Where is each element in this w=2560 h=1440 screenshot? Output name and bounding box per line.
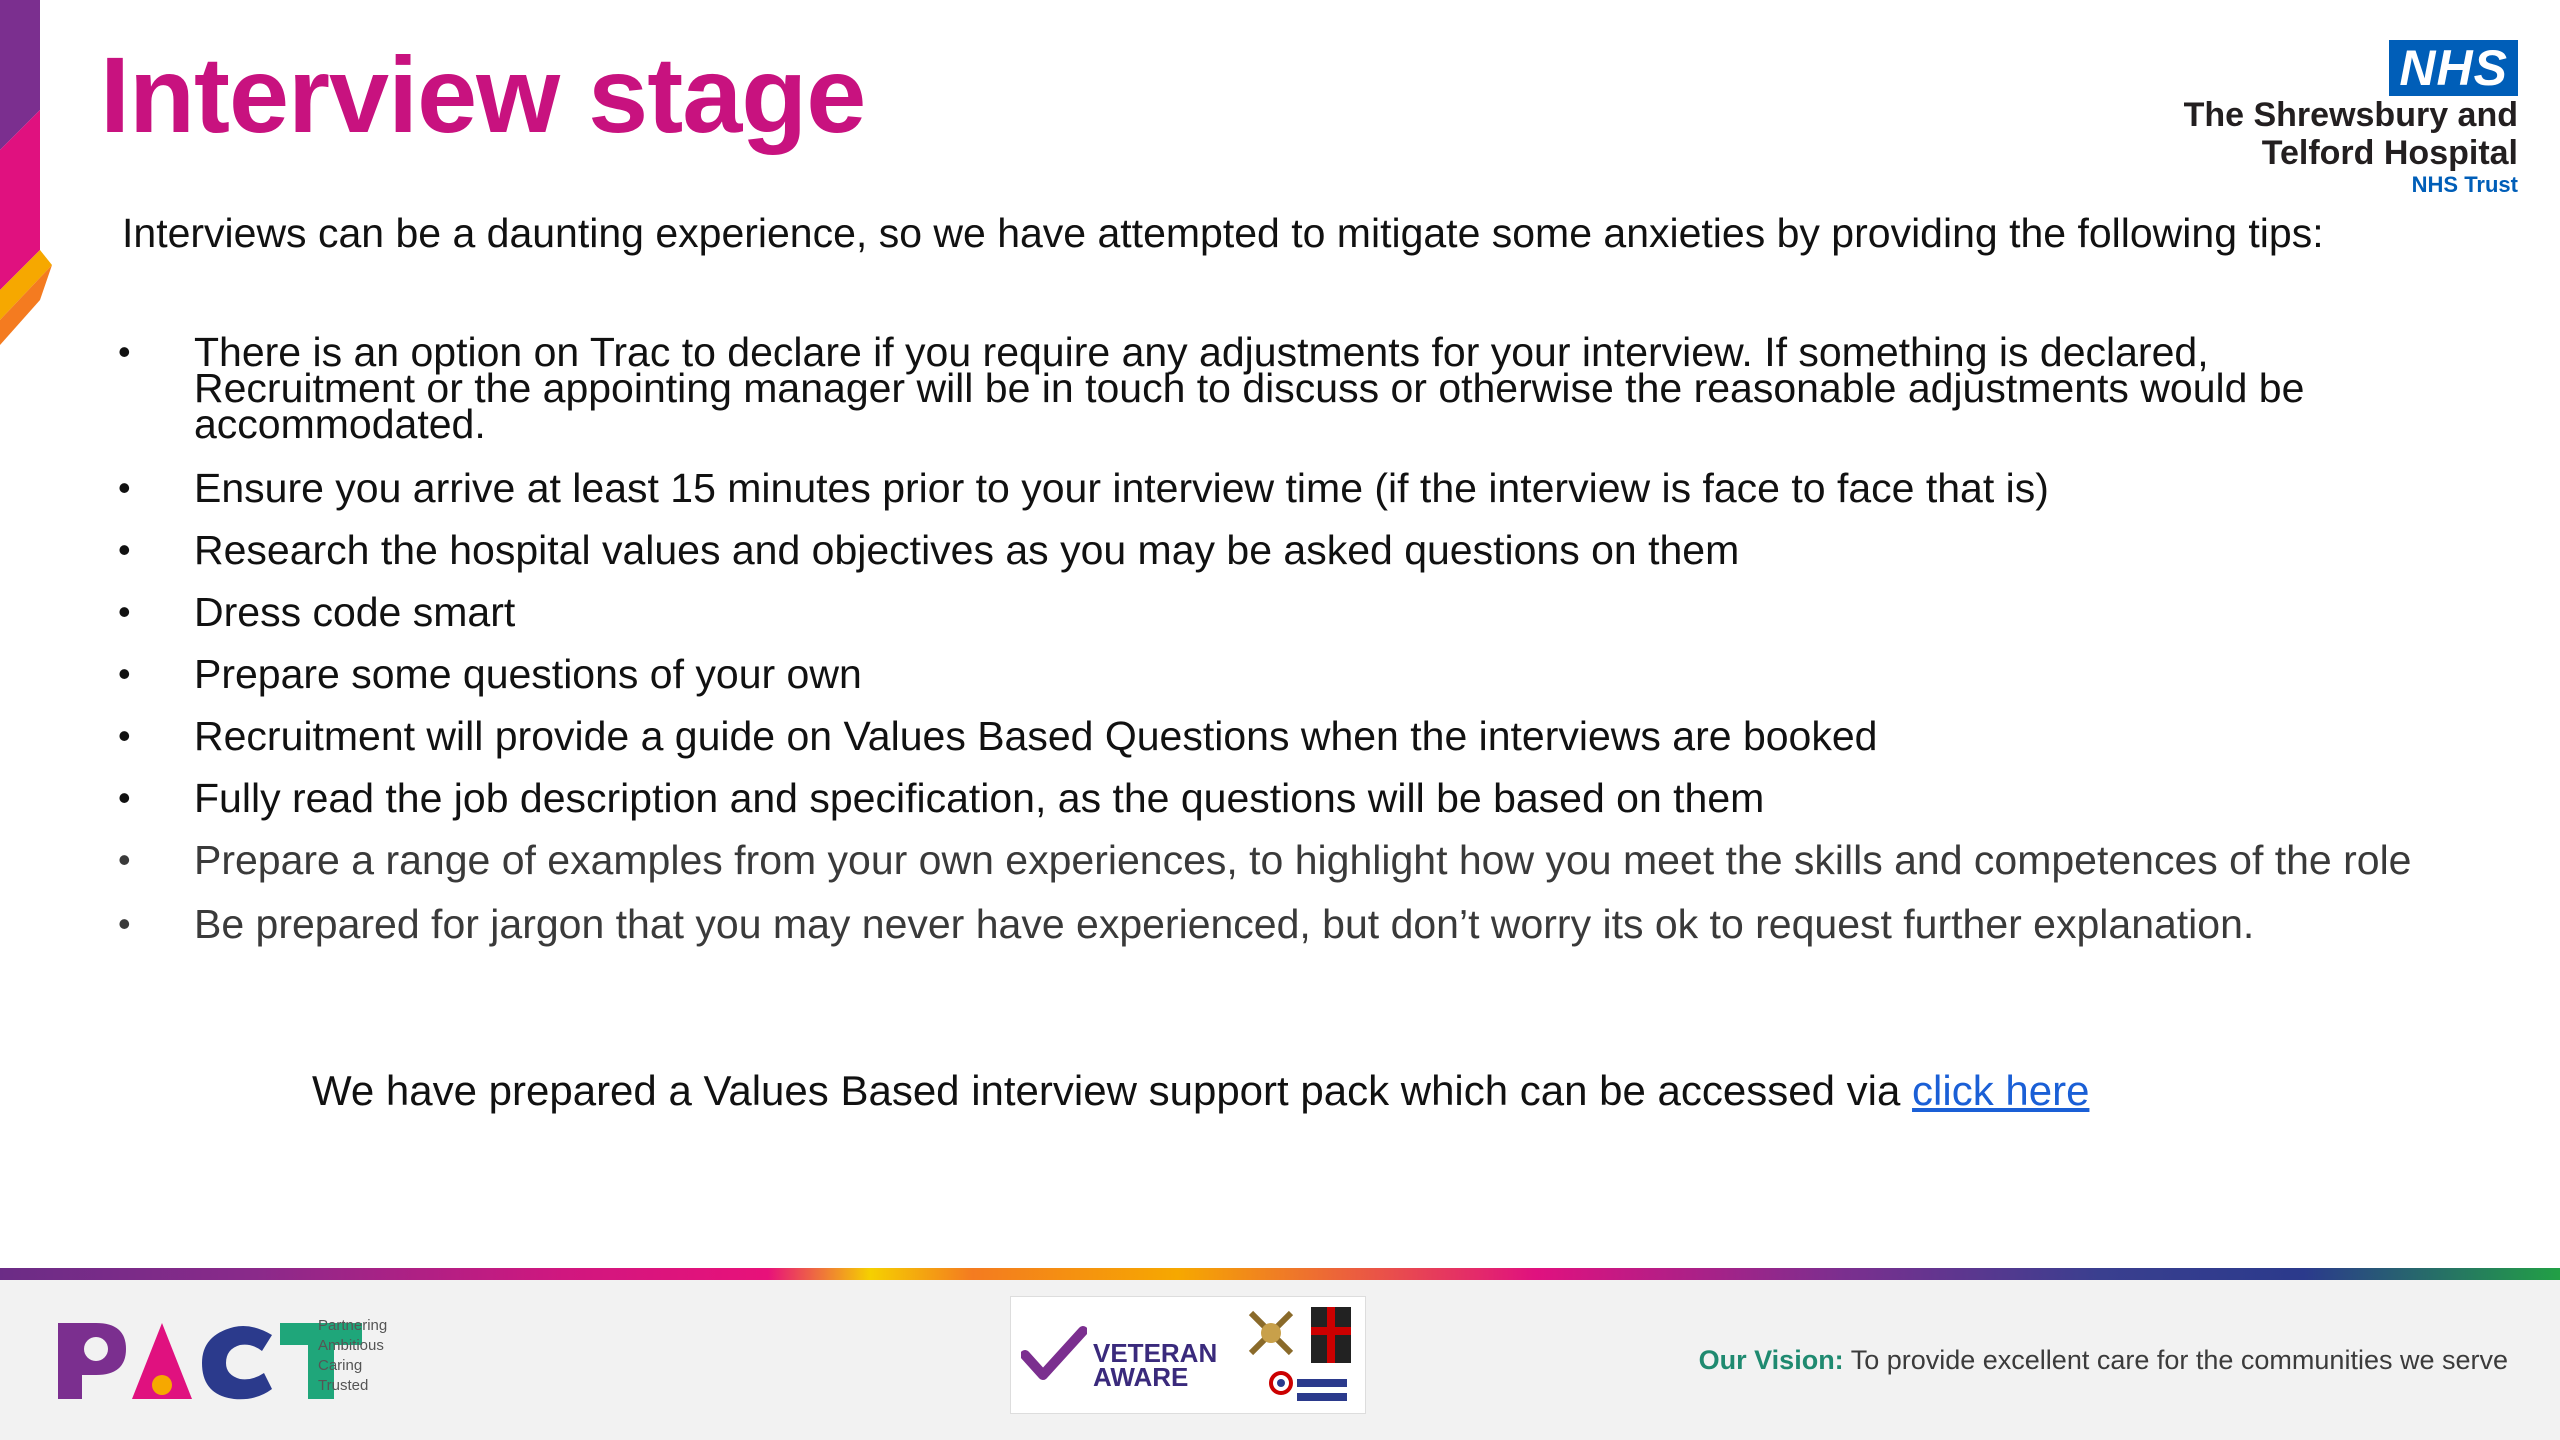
armed-forces-emblems-icon bbox=[1241, 1303, 1357, 1409]
left-ribbon-decoration bbox=[0, 0, 56, 345]
tip-item: • There is an option on Trac to declare if you require any adjustments for your interview. If something is declared, Recruitment or the appointing manager will be in touch to discuss or otherwise the reasonable adjustments would be accommodated. bbox=[118, 334, 2428, 442]
veteran-line2: AWARE bbox=[1093, 1362, 1189, 1392]
tip-item: • Recruitment will provide a guide on Values Based Questions when the interviews are booked bbox=[118, 718, 2428, 754]
pact-value: Partnering bbox=[318, 1317, 388, 1334]
support-pack-sentence: We have prepared a Values Based interview support pack which can be accessed via bbox=[312, 1067, 1913, 1114]
intro-text: Interviews can be a daunting experience, so we have attempted to mitigate some anxieties by providing the following tips: bbox=[122, 210, 2324, 256]
tip-item: • Be prepared for jargon that you may never have experienced, but don’t worry its ok to request further explanation. bbox=[118, 906, 2428, 942]
tip-item: • Dress code smart bbox=[118, 594, 2428, 630]
pact-value: Ambitious bbox=[318, 1337, 384, 1354]
nhs-badge: NHS bbox=[2389, 40, 2518, 96]
veteran-line1: VETERAN bbox=[1093, 1338, 1218, 1368]
pact-value: Caring bbox=[318, 1357, 363, 1374]
checkmark-icon bbox=[1021, 1325, 1087, 1385]
veteran-aware-badge bbox=[1010, 1296, 1366, 1414]
footer-color-band bbox=[0, 1268, 2560, 1280]
veteran-aware-text bbox=[1093, 1338, 1218, 1392]
pact-value: Trusted bbox=[318, 1377, 369, 1394]
trust-label: NHS Trust bbox=[2411, 172, 2518, 197]
vision-statement bbox=[1699, 1343, 2508, 1377]
page-title: Interview stage bbox=[100, 34, 866, 155]
tip-item: • Fully read the job description and specification, as the questions will be based on them bbox=[118, 780, 2428, 816]
support-pack-text bbox=[312, 1063, 2412, 1119]
tip-item: • Prepare some questions of your own bbox=[118, 656, 2428, 692]
nhs-trust-logo bbox=[2118, 40, 2518, 205]
org-name-line2: Telford Hospital bbox=[2261, 134, 2518, 172]
vision-text: To provide excellent care for the communities we serve bbox=[1843, 1345, 2508, 1375]
tips-list bbox=[118, 329, 2428, 947]
org-name-line1: The Shrewsbury and bbox=[2183, 96, 2518, 134]
tip-item: • Research the hospital values and objectives as you may be asked questions on them bbox=[118, 532, 2428, 568]
vision-label: Our Vision: bbox=[1698, 1345, 1844, 1375]
tip-item: • Prepare a range of examples from your own experiences, to highlight how you meet the skills and competences of the role bbox=[118, 842, 2428, 878]
pact-values bbox=[318, 1316, 387, 1396]
tip-item: • Ensure you arrive at least 15 minutes prior to your interview time (if the interview is face to face that is) bbox=[118, 470, 2428, 506]
click-here-link[interactable]: click here bbox=[1912, 1067, 2090, 1114]
